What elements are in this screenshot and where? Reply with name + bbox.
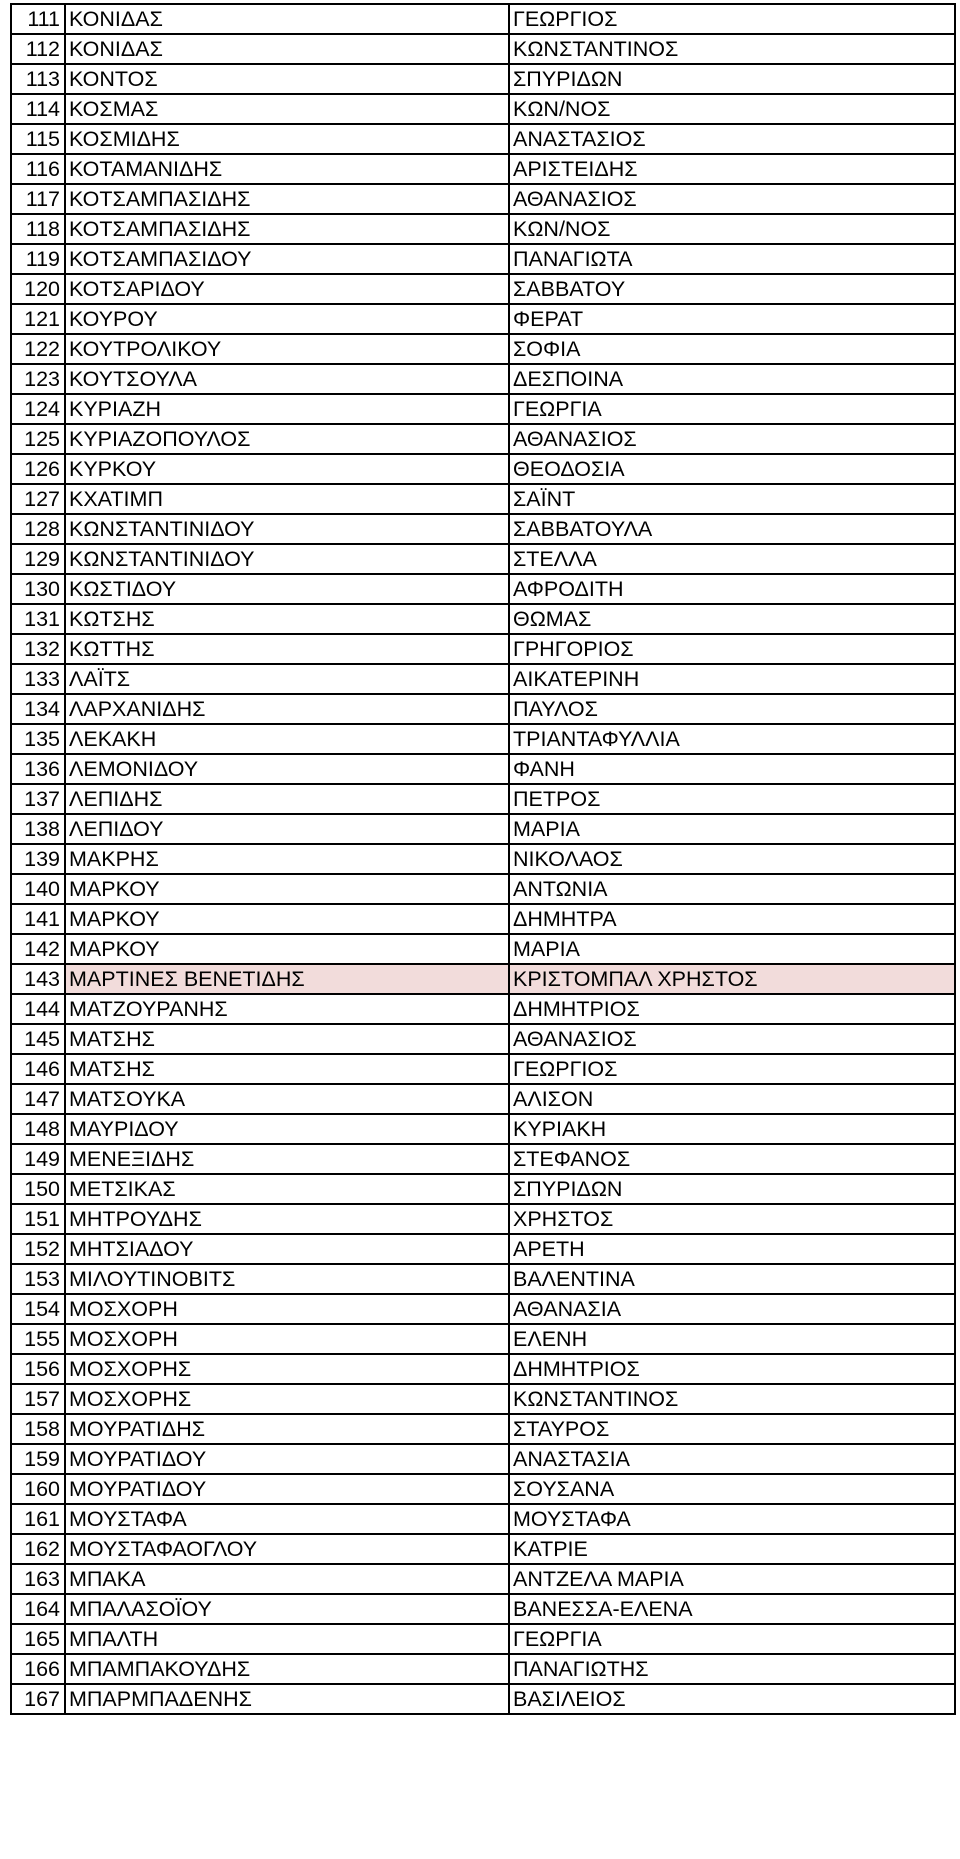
given-name-cell: ΒΑΛΕΝΤΙΝΑ bbox=[509, 1264, 955, 1294]
surname-cell: ΜΑΡΚΟΥ bbox=[65, 934, 509, 964]
table-row bbox=[11, 514, 955, 544]
row-number-cell: 118 bbox=[11, 214, 65, 244]
row-number-cell: 142 bbox=[11, 934, 65, 964]
surname-cell: ΜΟΥΡΑΤΙΔΟΥ bbox=[65, 1444, 509, 1474]
row-number-cell: 132 bbox=[11, 634, 65, 664]
given-name-cell: ΜΑΡΙΑ bbox=[509, 814, 955, 844]
surname-cell: ΜΟΣΧΟΡΗ bbox=[65, 1324, 509, 1354]
table-row bbox=[11, 784, 955, 814]
given-name-cell: ΣΠΥΡΙΔΩΝ bbox=[509, 1174, 955, 1204]
row-number-cell: 164 bbox=[11, 1594, 65, 1624]
given-name-cell: ΔΗΜΗΤΡΙΟΣ bbox=[509, 994, 955, 1024]
surname-cell: ΚΟΣΜΙΔΗΣ bbox=[65, 124, 509, 154]
surname-cell: ΜΗΤΡΟΥΔΗΣ bbox=[65, 1204, 509, 1234]
row-number-cell: 159 bbox=[11, 1444, 65, 1474]
given-name-cell: ΓΕΩΡΓΙΑ bbox=[509, 394, 955, 424]
given-name-cell: ΒΑΣΙΛΕΙΟΣ bbox=[509, 1684, 955, 1714]
row-number-cell: 137 bbox=[11, 784, 65, 814]
given-name-cell: ΜΟΥΣΤΑΦΑ bbox=[509, 1504, 955, 1534]
surname-cell: ΜΕΤΣΙΚΑΣ bbox=[65, 1174, 509, 1204]
given-name-cell: ΘΕΟΔΟΣΙΑ bbox=[509, 454, 955, 484]
given-name-cell: ΓΕΩΡΓΙΑ bbox=[509, 1624, 955, 1654]
row-number-cell: 151 bbox=[11, 1204, 65, 1234]
given-name-cell: ΑΦΡΟΔΙΤΗ bbox=[509, 574, 955, 604]
table-row bbox=[11, 664, 955, 694]
row-number-cell: 154 bbox=[11, 1294, 65, 1324]
row-number-cell: 113 bbox=[11, 64, 65, 94]
row-number-cell: 128 bbox=[11, 514, 65, 544]
given-name-cell: ΚΡΙΣΤΟΜΠΑΛ ΧΡΗΣΤΟΣ bbox=[509, 964, 955, 994]
row-number-cell: 114 bbox=[11, 94, 65, 124]
row-number-cell: 157 bbox=[11, 1384, 65, 1414]
table-row bbox=[11, 214, 955, 244]
row-number-cell: 129 bbox=[11, 544, 65, 574]
table-row bbox=[11, 304, 955, 334]
given-name-cell: ΚΩΝΣΤΑΝΤΙΝΟΣ bbox=[509, 34, 955, 64]
table-row bbox=[11, 1354, 955, 1384]
surname-cell: ΚΩΤΤΗΣ bbox=[65, 634, 509, 664]
table-row bbox=[11, 604, 955, 634]
table-row bbox=[11, 1024, 955, 1054]
surname-cell: ΜΑΡΤΙΝΕΣ ΒΕΝΕΤΙΔΗΣ bbox=[65, 964, 509, 994]
surname-cell: ΜΑΤΣΗΣ bbox=[65, 1054, 509, 1084]
surname-cell: ΚΟΥΤΡΟΛΙΚΟΥ bbox=[65, 334, 509, 364]
given-name-cell: ΤΡΙΑΝΤΑΦΥΛΛΙΑ bbox=[509, 724, 955, 754]
surname-cell: ΚΟΤΑΜΑΝΙΔΗΣ bbox=[65, 154, 509, 184]
given-name-cell: ΣΟΦΙΑ bbox=[509, 334, 955, 364]
row-number-cell: 126 bbox=[11, 454, 65, 484]
table-row bbox=[11, 1654, 955, 1684]
table-row bbox=[11, 1474, 955, 1504]
surname-cell: ΜΟΥΡΑΤΙΔΟΥ bbox=[65, 1474, 509, 1504]
row-number-cell: 131 bbox=[11, 604, 65, 634]
surname-cell: ΚΟΥΤΣΟΥΛΑ bbox=[65, 364, 509, 394]
surname-cell: ΜΑΤΖΟΥΡΑΝΗΣ bbox=[65, 994, 509, 1024]
surname-cell: ΚΟΤΣΑΜΠΑΣΙΔΗΣ bbox=[65, 214, 509, 244]
surname-cell: ΜΑΤΣΟΥΚΑ bbox=[65, 1084, 509, 1114]
row-number-cell: 136 bbox=[11, 754, 65, 784]
row-number-cell: 150 bbox=[11, 1174, 65, 1204]
surname-cell: ΚΩΝΣΤΑΝΤΙΝΙΔΟΥ bbox=[65, 544, 509, 574]
surname-cell: ΜΟΥΣΤΑΦΑΟΓΛΟΥ bbox=[65, 1534, 509, 1564]
row-number-cell: 156 bbox=[11, 1354, 65, 1384]
surname-cell: ΚΩΝΣΤΑΝΤΙΝΙΔΟΥ bbox=[65, 514, 509, 544]
row-number-cell: 149 bbox=[11, 1144, 65, 1174]
given-name-cell: ΓΕΩΡΓΙΟΣ bbox=[509, 4, 955, 34]
surname-cell: ΛΕΠΙΔΟΥ bbox=[65, 814, 509, 844]
table-row bbox=[11, 184, 955, 214]
given-name-cell: ΧΡΗΣΤΟΣ bbox=[509, 1204, 955, 1234]
surname-cell: ΚΟΝΙΔΑΣ bbox=[65, 4, 509, 34]
table-row bbox=[11, 1384, 955, 1414]
row-number-cell: 166 bbox=[11, 1654, 65, 1684]
row-number-cell: 124 bbox=[11, 394, 65, 424]
surname-cell: ΚΥΡΚΟΥ bbox=[65, 454, 509, 484]
row-number-cell: 144 bbox=[11, 994, 65, 1024]
row-number-cell: 158 bbox=[11, 1414, 65, 1444]
table-row bbox=[11, 394, 955, 424]
row-number-cell: 135 bbox=[11, 724, 65, 754]
given-name-cell: ΑΘΑΝΑΣΙΑ bbox=[509, 1294, 955, 1324]
given-name-cell: ΠΕΤΡΟΣ bbox=[509, 784, 955, 814]
given-name-cell: ΣΤΑΥΡΟΣ bbox=[509, 1414, 955, 1444]
given-name-cell: ΑΝΤΩΝΙΑ bbox=[509, 874, 955, 904]
table-row bbox=[11, 1264, 955, 1294]
row-number-cell: 147 bbox=[11, 1084, 65, 1114]
table-row bbox=[11, 874, 955, 904]
surname-cell: ΜΑΤΣΗΣ bbox=[65, 1024, 509, 1054]
given-name-cell: ΓΡΗΓΟΡΙΟΣ bbox=[509, 634, 955, 664]
given-name-cell: ΣΑΪΝΤ bbox=[509, 484, 955, 514]
surname-cell: ΜΙΛΟΥΤΙΝΟΒΙΤΣ bbox=[65, 1264, 509, 1294]
surname-cell: ΚΩΣΤΙΔΟΥ bbox=[65, 574, 509, 604]
given-name-cell: ΑΝΑΣΤΑΣΙΟΣ bbox=[509, 124, 955, 154]
table-row bbox=[11, 814, 955, 844]
row-number-cell: 117 bbox=[11, 184, 65, 214]
row-number-cell: 130 bbox=[11, 574, 65, 604]
table-row bbox=[11, 1414, 955, 1444]
row-number-cell: 141 bbox=[11, 904, 65, 934]
given-name-cell: ΑΘΑΝΑΣΙΟΣ bbox=[509, 1024, 955, 1054]
surname-cell: ΜΟΣΧΟΡΗ bbox=[65, 1294, 509, 1324]
row-number-cell: 119 bbox=[11, 244, 65, 274]
given-name-cell: ΠΑΥΛΟΣ bbox=[509, 694, 955, 724]
table-row bbox=[11, 424, 955, 454]
row-number-cell: 152 bbox=[11, 1234, 65, 1264]
surname-cell: ΚΥΡΙΑΖΗ bbox=[65, 394, 509, 424]
surname-cell: ΛΕΚΑΚΗ bbox=[65, 724, 509, 754]
names-table-body bbox=[11, 4, 955, 1714]
given-name-cell: ΦΑΝΗ bbox=[509, 754, 955, 784]
given-name-cell: ΣΑΒΒΑΤΟΥ bbox=[509, 274, 955, 304]
table-row bbox=[11, 1624, 955, 1654]
table-row bbox=[11, 994, 955, 1024]
given-name-cell: ΣΟΥΣΑΝΑ bbox=[509, 1474, 955, 1504]
surname-cell: ΜΕΝΕΞΙΔΗΣ bbox=[65, 1144, 509, 1174]
surname-cell: ΛΑΡΧΑΝΙΔΗΣ bbox=[65, 694, 509, 724]
table-row bbox=[11, 1324, 955, 1354]
given-name-cell: ΑΝΤΖΕΛΑ ΜΑΡΙΑ bbox=[509, 1564, 955, 1594]
table-row bbox=[11, 574, 955, 604]
given-name-cell: ΚΩΝΣΤΑΝΤΙΝΟΣ bbox=[509, 1384, 955, 1414]
row-number-cell: 139 bbox=[11, 844, 65, 874]
table-row bbox=[11, 1204, 955, 1234]
given-name-cell: ΑΙΚΑΤΕΡΙΝΗ bbox=[509, 664, 955, 694]
surname-cell: ΚΟΝΤΟΣ bbox=[65, 64, 509, 94]
table-row bbox=[11, 1144, 955, 1174]
row-number-cell: 162 bbox=[11, 1534, 65, 1564]
table-row bbox=[11, 964, 955, 994]
given-name-cell: ΑΝΑΣΤΑΣΙΑ bbox=[509, 1444, 955, 1474]
row-number-cell: 133 bbox=[11, 664, 65, 694]
surname-cell: ΜΑΥΡΙΔΟΥ bbox=[65, 1114, 509, 1144]
table-row bbox=[11, 1534, 955, 1564]
row-number-cell: 140 bbox=[11, 874, 65, 904]
table-row bbox=[11, 454, 955, 484]
table-row bbox=[11, 484, 955, 514]
given-name-cell: ΠΑΝΑΓΙΩΤΑ bbox=[509, 244, 955, 274]
table-row bbox=[11, 94, 955, 124]
given-name-cell: ΜΑΡΙΑ bbox=[509, 934, 955, 964]
row-number-cell: 145 bbox=[11, 1024, 65, 1054]
table-row bbox=[11, 1054, 955, 1084]
given-name-cell: ΑΛΙΣΟΝ bbox=[509, 1084, 955, 1114]
row-number-cell: 134 bbox=[11, 694, 65, 724]
table-row bbox=[11, 844, 955, 874]
given-name-cell: ΣΤΕΦΑΝΟΣ bbox=[509, 1144, 955, 1174]
given-name-cell: ΣΑΒΒΑΤΟΥΛΑ bbox=[509, 514, 955, 544]
surname-cell: ΜΠΑΛΤΗ bbox=[65, 1624, 509, 1654]
table-row bbox=[11, 544, 955, 574]
row-number-cell: 165 bbox=[11, 1624, 65, 1654]
table-row bbox=[11, 754, 955, 784]
table-row bbox=[11, 4, 955, 34]
row-number-cell: 167 bbox=[11, 1684, 65, 1714]
surname-cell: ΜΠΑΜΠΑΚΟΥΔΗΣ bbox=[65, 1654, 509, 1684]
row-number-cell: 127 bbox=[11, 484, 65, 514]
surname-cell: ΚΟΤΣΑΜΠΑΣΙΔΗΣ bbox=[65, 184, 509, 214]
given-name-cell: ΓΕΩΡΓΙΟΣ bbox=[509, 1054, 955, 1084]
surname-cell: ΜΟΣΧΟΡΗΣ bbox=[65, 1354, 509, 1384]
given-name-cell: ΕΛΕΝΗ bbox=[509, 1324, 955, 1354]
row-number-cell: 161 bbox=[11, 1504, 65, 1534]
row-number-cell: 160 bbox=[11, 1474, 65, 1504]
row-number-cell: 121 bbox=[11, 304, 65, 334]
table-row bbox=[11, 34, 955, 64]
given-name-cell: ΑΘΑΝΑΣΙΟΣ bbox=[509, 424, 955, 454]
row-number-cell: 111 bbox=[11, 4, 65, 34]
given-name-cell: ΝΙΚΟΛΑΟΣ bbox=[509, 844, 955, 874]
row-number-cell: 125 bbox=[11, 424, 65, 454]
surname-cell: ΚΩΤΣΗΣ bbox=[65, 604, 509, 634]
given-name-cell: ΑΘΑΝΑΣΙΟΣ bbox=[509, 184, 955, 214]
table-row bbox=[11, 934, 955, 964]
surname-cell: ΜΗΤΣΙΑΔΟΥ bbox=[65, 1234, 509, 1264]
table-row bbox=[11, 64, 955, 94]
surname-cell: ΜΠΑΡΜΠΑΔΕΝΗΣ bbox=[65, 1684, 509, 1714]
row-number-cell: 163 bbox=[11, 1564, 65, 1594]
names-table bbox=[10, 3, 956, 1715]
table-row bbox=[11, 334, 955, 364]
row-number-cell: 115 bbox=[11, 124, 65, 154]
row-number-cell: 122 bbox=[11, 334, 65, 364]
table-row bbox=[11, 1084, 955, 1114]
table-row bbox=[11, 244, 955, 274]
row-number-cell: 120 bbox=[11, 274, 65, 304]
given-name-cell: ΠΑΝΑΓΙΩΤΗΣ bbox=[509, 1654, 955, 1684]
given-name-cell: ΔΗΜΗΤΡΙΟΣ bbox=[509, 1354, 955, 1384]
row-number-cell: 153 bbox=[11, 1264, 65, 1294]
row-number-cell: 146 bbox=[11, 1054, 65, 1084]
row-number-cell: 148 bbox=[11, 1114, 65, 1144]
given-name-cell: ΣΤΕΛΛΑ bbox=[509, 544, 955, 574]
table-row bbox=[11, 634, 955, 664]
surname-cell: ΛΕΜΟΝΙΔΟΥ bbox=[65, 754, 509, 784]
table-row bbox=[11, 1114, 955, 1144]
table-row bbox=[11, 124, 955, 154]
given-name-cell: ΔΕΣΠΟΙΝΑ bbox=[509, 364, 955, 394]
given-name-cell: ΦΕΡΑΤ bbox=[509, 304, 955, 334]
given-name-cell: ΒΑΝΕΣΣΑ-ΕΛΕΝΑ bbox=[509, 1594, 955, 1624]
table-row bbox=[11, 904, 955, 934]
table-row bbox=[11, 1504, 955, 1534]
row-number-cell: 123 bbox=[11, 364, 65, 394]
given-name-cell: ΚΥΡΙΑΚΗ bbox=[509, 1114, 955, 1144]
given-name-cell: ΚΩΝ/ΝΟΣ bbox=[509, 94, 955, 124]
surname-cell: ΚΟΝΙΔΑΣ bbox=[65, 34, 509, 64]
table-row bbox=[11, 1564, 955, 1594]
surname-cell: ΜΑΡΚΟΥ bbox=[65, 874, 509, 904]
table-row bbox=[11, 1174, 955, 1204]
row-number-cell: 143 bbox=[11, 964, 65, 994]
surname-cell: ΚΧΑΤΙΜΠ bbox=[65, 484, 509, 514]
table-row bbox=[11, 274, 955, 304]
table-row bbox=[11, 1684, 955, 1714]
table-row bbox=[11, 364, 955, 394]
table-row bbox=[11, 1234, 955, 1264]
surname-cell: ΚΥΡΙΑΖΟΠΟΥΛΟΣ bbox=[65, 424, 509, 454]
row-number-cell: 116 bbox=[11, 154, 65, 184]
given-name-cell: ΚΑΤΡΙΕ bbox=[509, 1534, 955, 1564]
table-row bbox=[11, 724, 955, 754]
surname-cell: ΚΟΤΣΑΡΙΔΟΥ bbox=[65, 274, 509, 304]
table-row bbox=[11, 1594, 955, 1624]
surname-cell: ΛΕΠΙΔΗΣ bbox=[65, 784, 509, 814]
surname-cell: ΜΟΥΣΤΑΦΑ bbox=[65, 1504, 509, 1534]
surname-cell: ΚΟΥΡΟΥ bbox=[65, 304, 509, 334]
table-row bbox=[11, 694, 955, 724]
given-name-cell: ΚΩΝ/ΝΟΣ bbox=[509, 214, 955, 244]
table-row bbox=[11, 154, 955, 184]
surname-cell: ΚΟΣΜΑΣ bbox=[65, 94, 509, 124]
row-number-cell: 155 bbox=[11, 1324, 65, 1354]
surname-cell: ΜΠΑΛΑΣΟΪΟΥ bbox=[65, 1594, 509, 1624]
surname-cell: ΜΑΡΚΟΥ bbox=[65, 904, 509, 934]
table-row bbox=[11, 1294, 955, 1324]
surname-cell: ΛΑΪΤΣ bbox=[65, 664, 509, 694]
surname-cell: ΚΟΤΣΑΜΠΑΣΙΔΟΥ bbox=[65, 244, 509, 274]
surname-cell: ΜΑΚΡΗΣ bbox=[65, 844, 509, 874]
surname-cell: ΜΠΑΚΑ bbox=[65, 1564, 509, 1594]
row-number-cell: 138 bbox=[11, 814, 65, 844]
given-name-cell: ΔΗΜΗΤΡΑ bbox=[509, 904, 955, 934]
given-name-cell: ΑΡΙΣΤΕΙΔΗΣ bbox=[509, 154, 955, 184]
surname-cell: ΜΟΥΡΑΤΙΔΗΣ bbox=[65, 1414, 509, 1444]
table-row bbox=[11, 1444, 955, 1474]
given-name-cell: ΑΡΕΤΗ bbox=[509, 1234, 955, 1264]
given-name-cell: ΘΩΜΑΣ bbox=[509, 604, 955, 634]
surname-cell: ΜΟΣΧΟΡΗΣ bbox=[65, 1384, 509, 1414]
given-name-cell: ΣΠΥΡΙΔΩΝ bbox=[509, 64, 955, 94]
row-number-cell: 112 bbox=[11, 34, 65, 64]
